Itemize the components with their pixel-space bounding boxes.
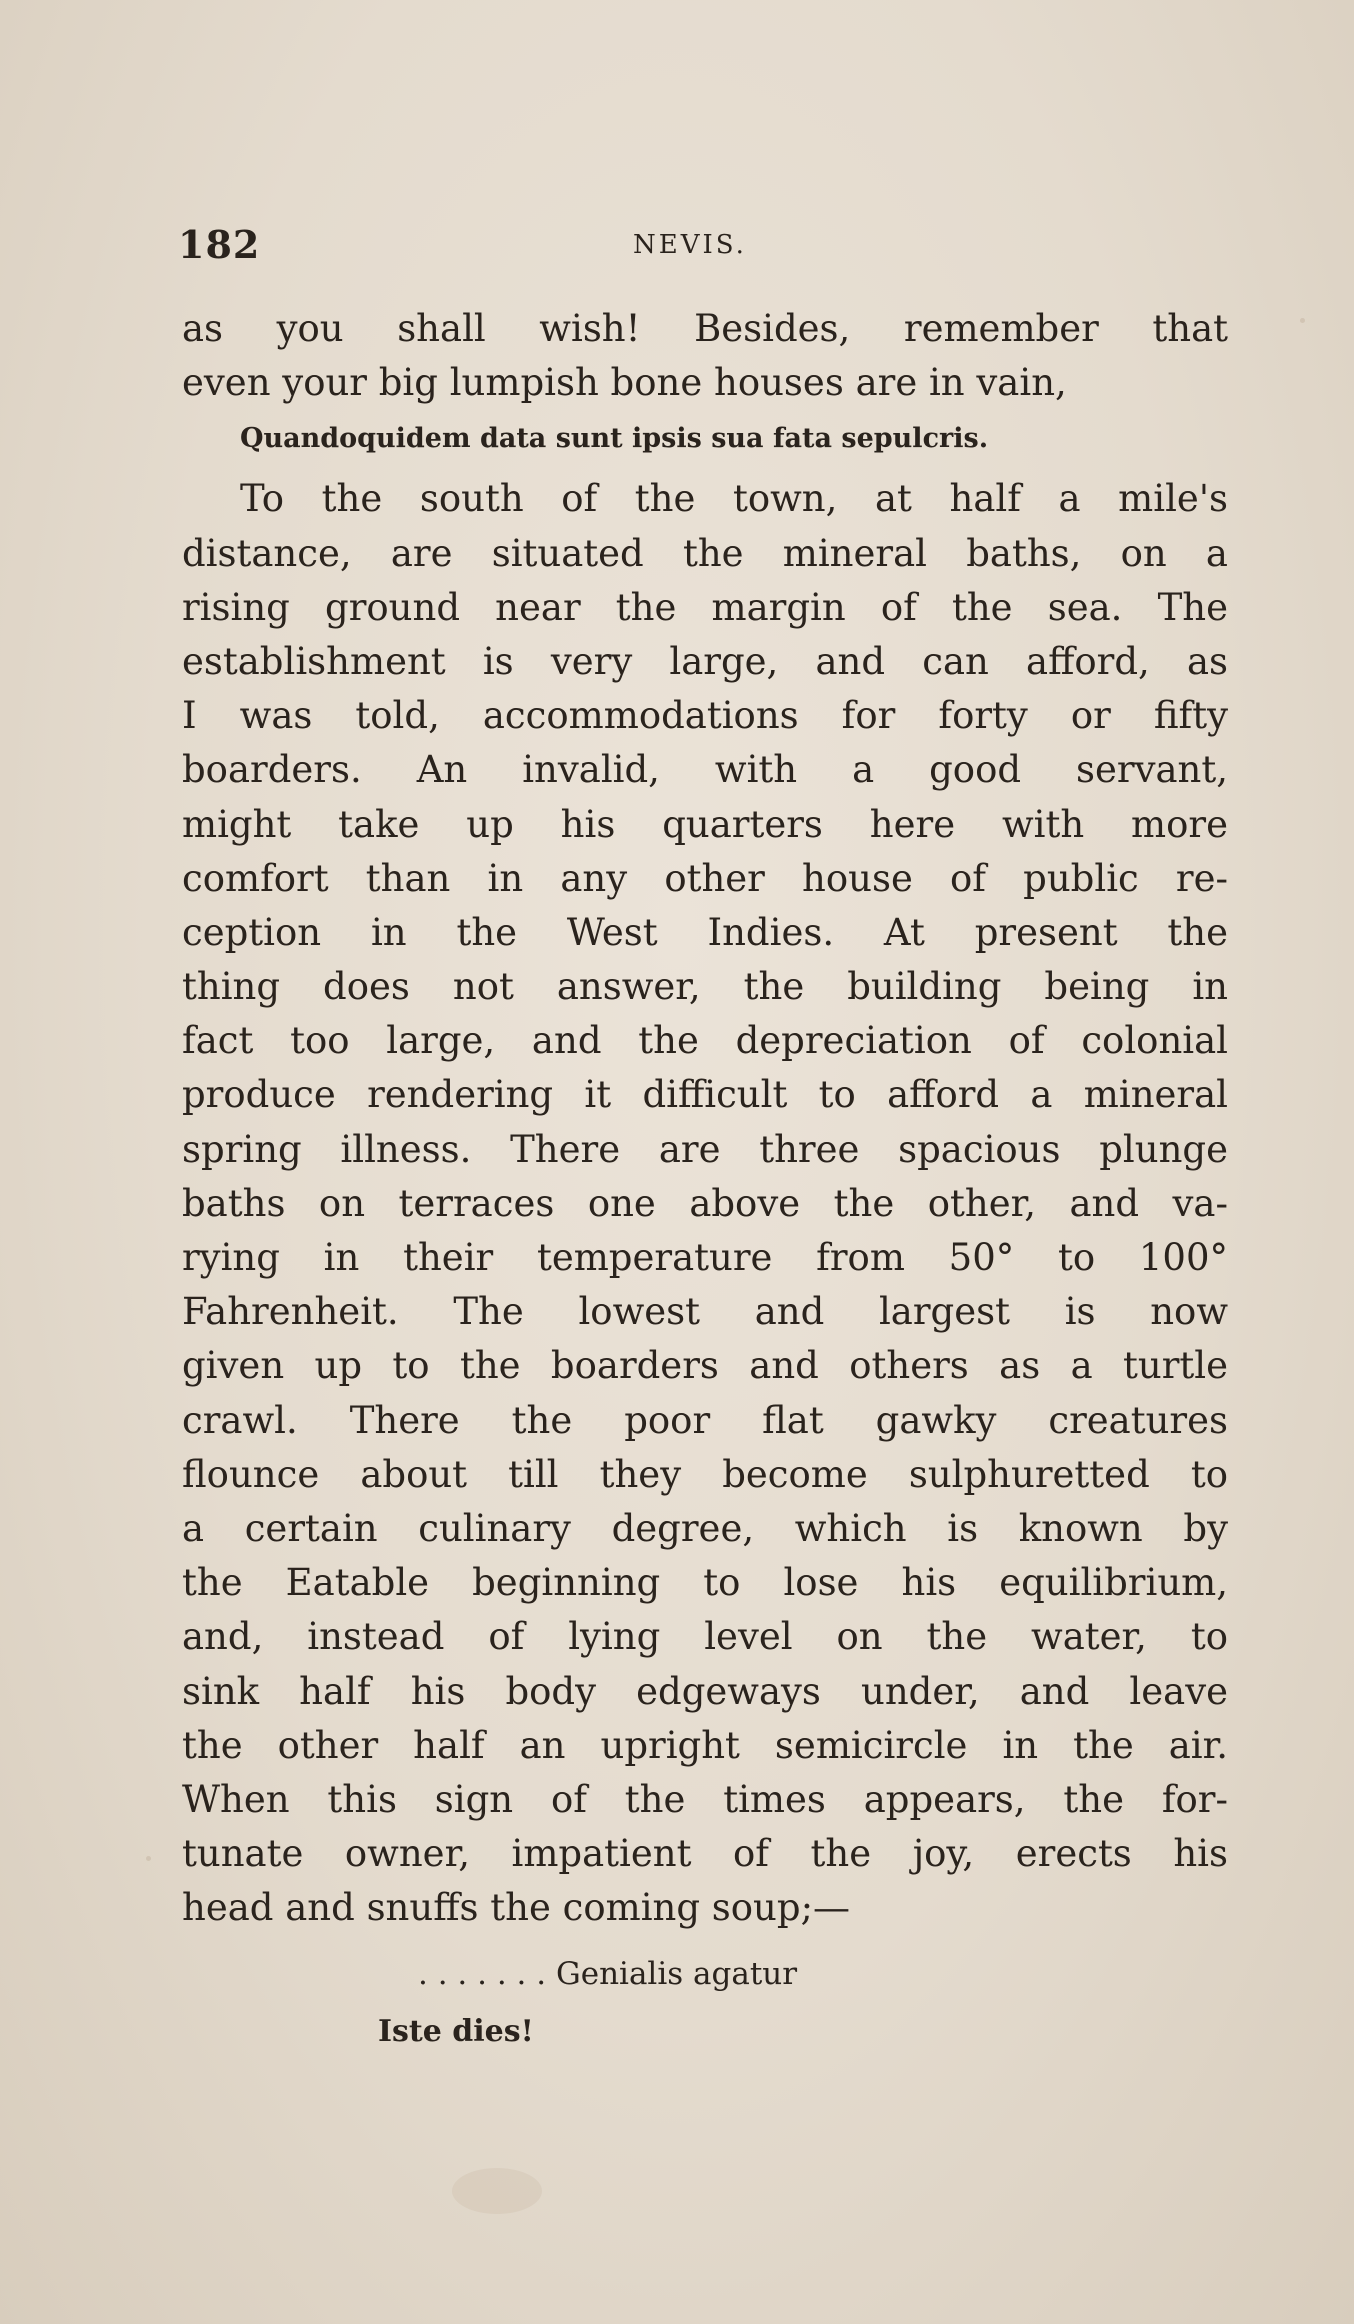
page-header xyxy=(178,222,1238,282)
text-line: a certain culinary degree, which is known by xyxy=(182,1506,1228,1550)
text-line: as you shall wish! Besides, remember that xyxy=(182,307,1228,350)
text-line: comfort than in any other house of public re- xyxy=(182,856,1228,900)
body-text xyxy=(182,302,1228,1935)
text-line: might take up his quarters here with more xyxy=(182,802,1228,846)
latin-verse xyxy=(180,1945,1226,2061)
text-line: even your big lumpish bone houses are in vain, xyxy=(182,361,1067,405)
text-line: head and snuffs the coming soup;— xyxy=(182,1886,851,1930)
paper-stain xyxy=(452,2168,542,2214)
text-line: and, instead of lying level on the water, to xyxy=(182,1615,1228,1659)
running-head: NEVIS. xyxy=(633,230,747,260)
paper-spot xyxy=(1300,318,1305,323)
paper-spot xyxy=(146,1856,151,1861)
text-line: ception in the West Indies. At present the xyxy=(182,910,1228,954)
latin-quote: Quandoquidem data sunt ipsis sua fata sepulcris. xyxy=(240,423,989,455)
text-line: produce rendering it difficult to afford a mineral xyxy=(182,1073,1228,1117)
text-line: crawl. There the poor flat gawky creatures xyxy=(182,1398,1228,1442)
verse-line: . . . . . . . Genialis agatur xyxy=(418,1956,798,1992)
text-line: given up to the boarders and others as a turtle xyxy=(182,1344,1228,1388)
text-line: rising ground near the margin of the sea. The xyxy=(182,585,1228,629)
verse-line: Iste dies! xyxy=(378,2014,534,2049)
text-line: thing does not answer, the building being in xyxy=(182,965,1228,1009)
text-line: Fahrenheit. The lowest and largest is now xyxy=(182,1290,1228,1334)
text-line: distance, are situated the mineral baths, on a xyxy=(182,531,1228,575)
text-line: fact too large, and the depreciation of colonial xyxy=(182,1019,1228,1063)
text-line: When this sign of the times appears, the for- xyxy=(182,1777,1228,1821)
text-line: boarders. An invalid, with a good servant, xyxy=(182,748,1228,792)
text-line: tunate owner, impatient of the joy, erects his xyxy=(182,1832,1228,1876)
page-number: 182 xyxy=(178,222,261,267)
text-line: baths on terraces one above the other, and va- xyxy=(182,1181,1228,1225)
text-line: the Eatable beginning to lose his equilibrium, xyxy=(182,1561,1228,1605)
text-line: spring illness. There are three spacious plunge xyxy=(182,1127,1228,1171)
text-line: establishment is very large, and can afford, as xyxy=(182,639,1228,683)
text-line: sink half his body edgeways under, and leave xyxy=(182,1669,1228,1713)
text-line: I was told, accommodations for forty or fifty xyxy=(182,694,1228,738)
text-line: the other half an upright semicircle in the air. xyxy=(182,1723,1228,1767)
text-line: flounce about till they become sulphuretted to xyxy=(182,1452,1228,1496)
text-line: To the south of the town, at half a mile's xyxy=(240,477,1228,521)
text-line: rying in their temperature from 50° to 100° xyxy=(182,1236,1228,1279)
